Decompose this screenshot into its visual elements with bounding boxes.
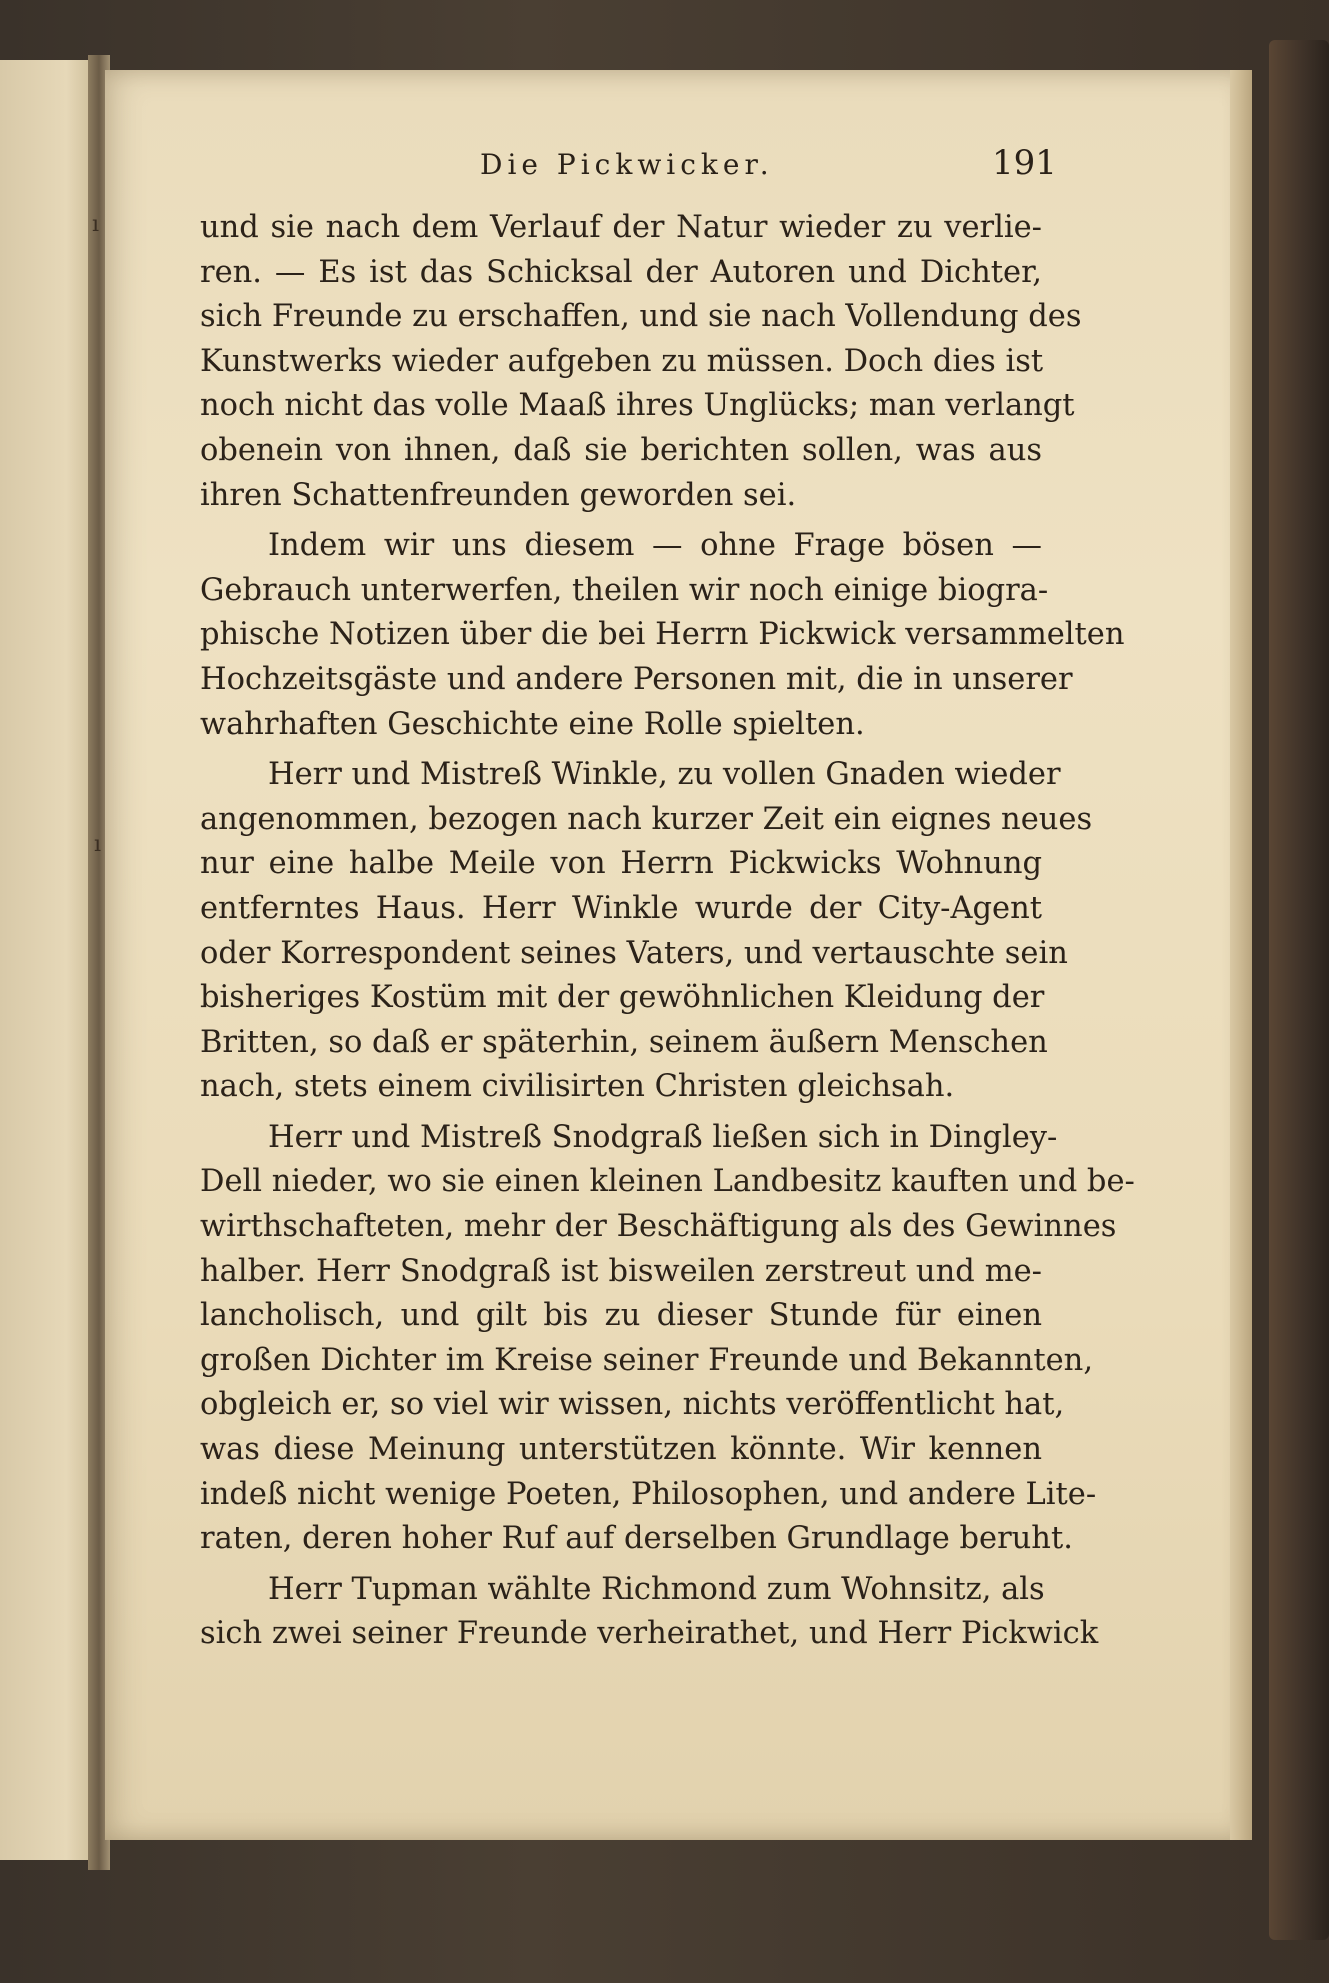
book-cover-edge [1269,40,1329,1940]
text-line: Herr und Mistreß Winkle, zu vollen Gnaden wieder [268,757,1061,793]
text-line: noch nicht das volle Maaß ihres Unglücks; man verlangt [200,388,1075,424]
margin-tick: ı [92,212,100,237]
text-line: Britten, so daß er späterhin, seinem äußern Menschen [200,1024,1048,1060]
text-line: angenommen, bezogen nach kurzer Zeit ein eignes neues [200,801,1093,837]
text-line: nur eine halbe Meile von Herrn Pickwicks Wohnung [200,846,1042,882]
text-line: Gebrauch unterwerfen, theilen wir noch einige biogra- [200,572,1049,608]
text-line: indeß nicht wenige Poeten, Philosophen, und andere Lite- [200,1476,1097,1512]
text-line: sich Freunde zu erschaffen, und sie nach Vollendung des [200,299,1082,335]
text-line: raten, deren hoher Ruf auf derselben Grundlage beruht. [200,1521,1073,1557]
text-line: halber. Herr Snodgraß ist bisweilen zerstreut und me- [200,1253,1042,1289]
text-line: Herr Tupman wählte Richmond zum Wohnsitz, als [268,1571,1045,1607]
text-line: was diese Meinung unterstützen könnte. Wir kennen [200,1432,1042,1468]
text-line: obenein von ihnen, daß sie berichten sollen, was aus [200,432,1042,468]
text-line: phische Notizen über die bei Herrn Pickwick versammelten [200,617,1125,653]
text-line: sich zwei seiner Freunde verheirathet, und Herr Pickwick [200,1616,1099,1652]
text-line: entferntes Haus. Herr Winkle wurde der City-Agent [200,890,1042,926]
text-line: Hochzeitsgäste und andere Personen mit, die in unserer [200,661,1073,697]
text-line: wirthschafteten, mehr der Beschäftigung als des Gewinnes [200,1209,1117,1245]
body-text [200,206,1135,1657]
text-line: großen Dichter im Kreise seiner Freunde und Bekannten, [200,1342,1094,1378]
text-line: Indem wir uns diesem — ohne Frage bösen — [268,528,1042,564]
text-line: ihren Schattenfreunden geworden sei. [200,477,797,513]
text-line: bisheriges Kostüm mit der gewöhnlichen Kleidung der [200,980,1045,1016]
text-line: ren. — Es ist das Schicksal der Autoren und Dichter, [200,254,1042,290]
page-edge [1230,70,1252,1840]
running-title: Die Pickwicker. [480,148,774,181]
text-line: und sie nach dem Verlauf der Natur wieder zu verlie- [200,210,1042,245]
text-line: wahrhaften Geschichte eine Rolle spielten. [200,706,865,742]
text-line: oder Korrespondent seines Vaters, und vertauschte sein [200,935,1068,971]
text-line: Dell nieder, wo sie einen kleinen Landbesitz kauften und be- [200,1164,1135,1200]
text-line: lancholisch, und gilt bis zu dieser Stunde für einen [200,1298,1042,1334]
facing-page [0,60,95,1860]
text-line: nach, stets einem civilisirten Christen gleichsah. [200,1069,955,1105]
text-line: obgleich er, so viel wir wissen, nichts veröffentlicht hat, [200,1387,1065,1423]
text-line: Kunstwerks wieder aufgeben zu müssen. Doch dies ist [200,343,1044,379]
page-number: 191 [992,143,1057,183]
margin-tick: ı [94,832,102,857]
text-line: Herr und Mistreß Snodgraß ließen sich in Dingley- [268,1119,1058,1155]
